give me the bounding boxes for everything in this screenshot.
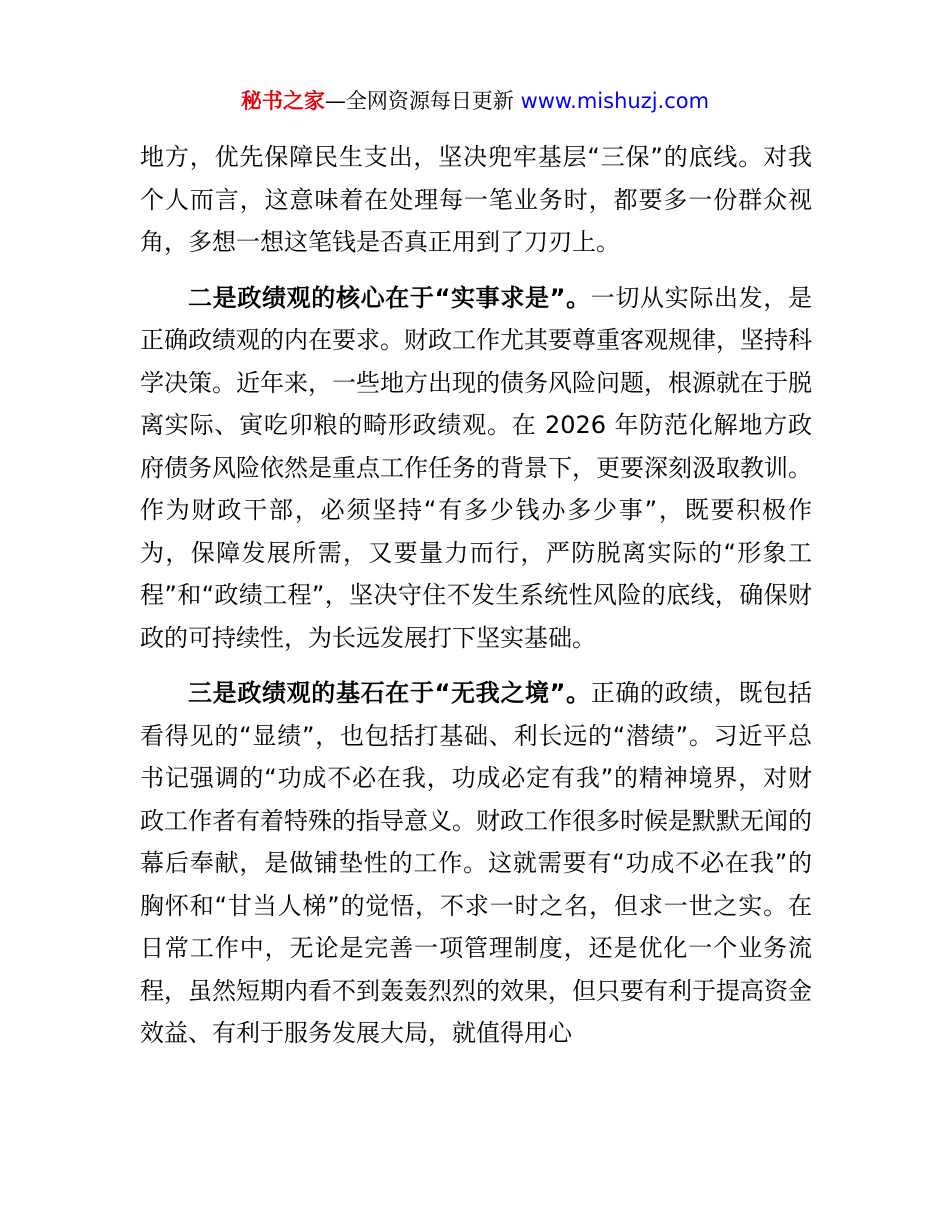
page-header [0, 86, 950, 116]
paragraph-text: 一切从实际出发，是正确政绩观的内在要求。财政工作尤其要尊重客观规律，坚持科学决策。近年来，一些地方出现的债务风险问题，根源就在于脱离实际、寅吃卯粮的畸形政绩观。在 2026 年防范化解地方政府债务风险依然是重点工作任务的背景下，更要深刻汲取教训。作为财政干部，必须坚持“有多少钱办多少事”，既要积极作为，保障发展所需，又要量力而行，严防脱离实际的“形象工程”和“政绩工程”，坚决守住不发生系统性风险的底线，确保财政的可持续性，为长远发展打下坚实基础。 [140, 283, 812, 652]
paragraph-point-two [140, 277, 812, 660]
document-body [140, 136, 812, 1055]
website-link[interactable]: www.mishuzj.com [520, 89, 710, 113]
paragraph-point-three [140, 672, 812, 1055]
paragraph-text: 地方，优先保障民生支出，坚决兜牢基层“三保”的底线。对我个人而言，这意味着在处理每一笔业务时，都要多一份群众视角，多想一想这笔钱是否真正用到了刀刃上。 [140, 143, 812, 256]
header-tagline: —全网资源每日更新 [324, 89, 521, 113]
paragraph-heading: 二是政绩观的核心在于“实事求是”。 [188, 283, 591, 312]
paragraph-text: 正确的政绩，既包括看得见的“显绩”，也包括打基础、利长远的“潜绩”。习近平总书记强调的“功成不必在我，功成必定有我”的精神境界，对财政工作者有着特殊的指导意义。财政工作很多时候是默默无闻的幕后奉献，是做铺垫性的工作。这就需要有“功成不必在我”的胸怀和“甘当人梯”的觉悟，不求一时之名，但求一世之实。在日常工作中，无论是完善一项管理制度，还是优化一个业务流程，虽然短期内看不到轰轰烈烈的效果，但只要有利于提高资金效益、有利于服务发展大局，就值得用心 [140, 679, 812, 1047]
brand-name: 秘书之家 [240, 89, 325, 113]
paragraph-continued [140, 136, 812, 264]
paragraph-heading: 三是政绩观的基石在于“无我之境”。 [188, 679, 591, 707]
